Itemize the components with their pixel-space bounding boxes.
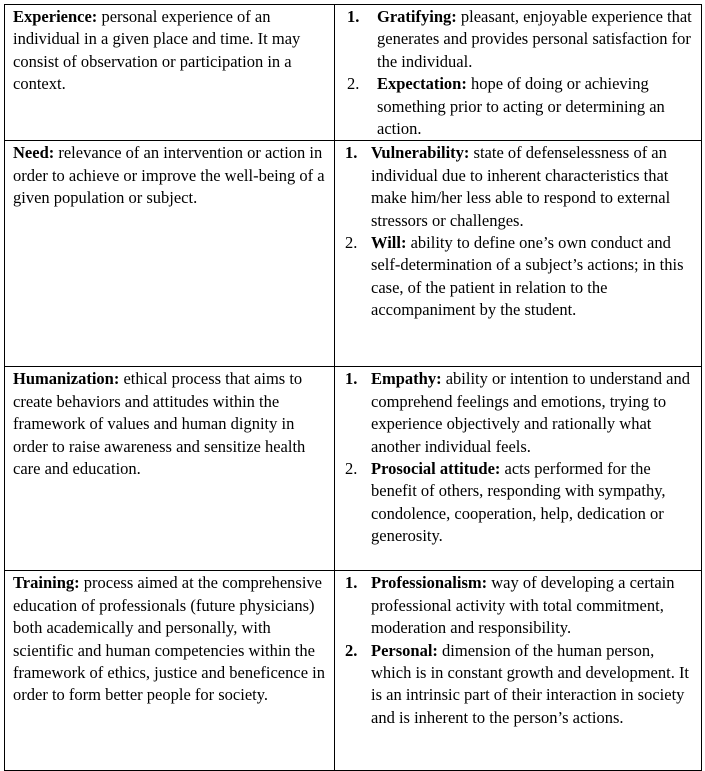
table-row <box>5 141 702 367</box>
category-term: Experience: <box>13 7 98 26</box>
list-number: 1. <box>347 7 360 26</box>
list-item <box>343 232 695 322</box>
subcategory-definition: acts performed for the benefit of others, responding with sympathy, condolence, cooperation, help, dedication or generosity. <box>371 459 666 546</box>
subcategory-cell <box>335 571 702 771</box>
subcategory-term: Prosocial attitude: <box>371 459 501 479</box>
subcategory-cell <box>335 5 702 141</box>
category-cell <box>5 367 335 571</box>
category-definition: process aimed at the comprehensive education of professionals (future physicians) both academically and personally, with scientific and human competencies within the framework of ethics, justice and beneficence in order to form better people for society. <box>13 573 325 705</box>
list-item <box>343 368 695 458</box>
category-definition: personal experience of an individual in a given place and time. It may consist of observation or participation in a context. <box>13 7 301 94</box>
list-item <box>347 73 695 140</box>
category-cell <box>5 571 335 771</box>
category-definition: relevance of an intervention or action in order to achieve or improve the well-being of a given population or subject. <box>13 143 325 208</box>
subcategory-cell <box>335 141 702 367</box>
subcategory-definition: way of developing a certain professional activity with total commitment, moderation and responsibility. <box>371 573 675 638</box>
list-number: 1. <box>345 369 358 389</box>
category-term: Need: <box>13 143 55 163</box>
subcategory-term: Gratifying: <box>377 7 457 26</box>
list-number: 2. <box>345 640 358 660</box>
category-definition: ethical process that aims to create behaviors and attitudes within the framework of values and human dignity in order to raise awareness and sensitize health care and education. <box>13 369 306 479</box>
subcategory-definition: state of defenselessness of an individual due to inherent characteristics that make him/her less able to respond to external stressors or challenges. <box>371 143 671 230</box>
table-row <box>5 571 702 771</box>
list-item <box>347 6 695 73</box>
subcategory-term: Personal: <box>371 640 438 660</box>
subcategory-term: Expectation: <box>377 74 467 94</box>
subcategory-cell <box>335 367 702 571</box>
subcategory-definition: pleasant, enjoyable experience that generates and provides personal satisfaction for the individual. <box>377 7 692 71</box>
list-number: 1. <box>345 143 358 163</box>
subcategory-definition: hope of doing or achieving something prior to acting or determining an action. <box>377 74 665 139</box>
category-term: Humanization: <box>13 369 120 389</box>
list-item <box>343 640 695 730</box>
subcategory-term: Vulnerability: <box>371 143 470 163</box>
list-number: 2. <box>347 74 360 94</box>
subcategory-term: Empathy: <box>371 369 442 389</box>
list-item <box>343 142 695 232</box>
subcategory-term: Professionalism: <box>371 573 488 593</box>
subcategory-definition: dimension of the human person, which is in constant growth and development. It is an intrinsic part of their interaction in society and is inherent to the person’s actions. <box>371 640 690 727</box>
subcategory-term: Will: <box>371 233 407 253</box>
list-number: 2. <box>345 233 358 253</box>
subcategory-definition: ability or intention to understand and comprehend feelings and emotions, trying to experience objectively and rationally what another individual feels. <box>371 369 690 456</box>
list-number: 2. <box>345 459 358 479</box>
table-row <box>5 367 702 571</box>
list-number: 1. <box>345 573 358 593</box>
definitions-table <box>4 4 702 771</box>
list-item <box>343 458 695 548</box>
subcategory-definition: ability to define one’s own conduct and self-determination of a subject’s actions; in this case, of the patient in relation to the accompaniment by the student. <box>371 233 684 320</box>
category-cell <box>5 141 335 367</box>
category-term: Training: <box>13 573 80 593</box>
category-cell <box>5 5 335 141</box>
table-row <box>5 5 702 141</box>
list-item <box>343 572 695 639</box>
